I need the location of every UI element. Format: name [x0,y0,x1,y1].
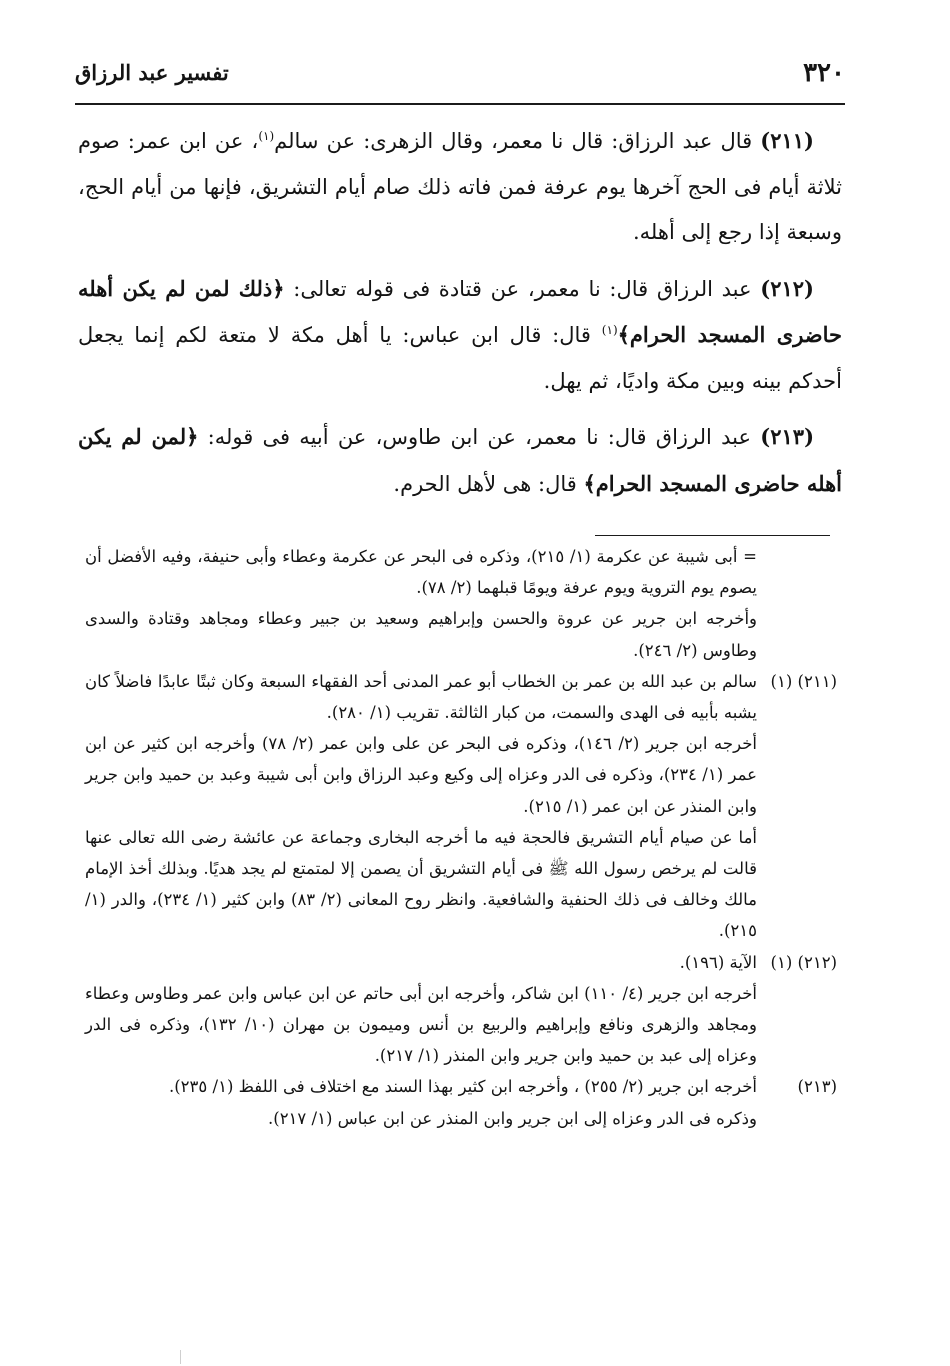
footnote-continuation [85,541,837,666]
footnote-marker: (١) [258,129,275,143]
footnote-paragraph: وأخرجه ابن جرير عن عروة والحسن وإبراهيم وسعيد بن جبير وعطاء ومجاهد وقتادة والسدى وطاوس (٢/ ٢٤٦). [85,609,757,660]
entry-211 [78,118,842,256]
running-title: تفسير عبد الرزاق [75,60,229,85]
scan-mark [180,1350,181,1364]
entry-213 [78,414,842,507]
footnote-212 [85,947,837,1072]
entry-text: ، عن ابن عمر: صوم ثلاثة أيام فى الحج آخرها يوم عرفة فمن فاته ذلك صام أيام التشريق، فإنها من أيام الحج، وسبعة إذا رجع إلى أهله. [78,129,842,244]
footnote-paragraph: أما عن صيام أيام التشريق فالحجة فيه ما أخرجه البخارى وجماعة عن عائشة رضى الله تعالى عنها قالت لم يرخص رسول الله ﷺ فى أيام التشريق أن يصمن إلا لمتمتع لم يجد هديًا. وبذلك أخذ الإمام مالك وخالف فى ذلك الحنفية والشافعية. وانظر روح المعانى (٢/ ٨٣) وابن كثير (١/ ٢٣٤)، والدر (١/ ٢١٥). [85,827,757,941]
footnote-label: (٢١١) (١) [770,671,837,691]
footnote-paragraph: الآية (١٩٦). [679,952,757,972]
footnote-label: (٢١٢) (١) [770,952,837,972]
footnote-paragraph: = أبى شيبة عن عكرمة (١/ ٢١٥)، وذكره فى البحر عن عكرمة وعطاء وأبى حنيفة، وفيه الأفضل أن يصوم يوم التروية ويوم عرفة ويومًا قبلهما (٢/ ٧٨). [85,547,757,598]
entry-text: قال عبد الرزاق: قال نا معمر، وقال الزهرى: عن سالم [274,129,753,153]
footnote-paragraph: أخرجه ابن جرير (٢/ ٢٥٥) ، وأخرجه ابن كثير بهذا السند مع اختلاف فى اللفظ (١/ ٢٣٥). [168,1077,757,1097]
footnote-body [85,1071,837,1133]
entry-212 [78,266,842,405]
entry-number: (٢١١) [760,128,814,153]
entry-text: قال: هى لأهل الحرم. [393,471,577,496]
footnote-213 [85,1071,837,1133]
entry-number: (٢١٢) [760,275,814,301]
quran-quote: ﴿ذلك لمن لم يكن أهله حاضرى المسجد الحرام﴾ [78,275,842,347]
footnote-211 [85,666,837,947]
entry-text: قال: قال ابن عباس: يا أهل مكة لا متعة لكم إنما يجعل أحدكم بينه وبين مكة واديًا، ثم يهل. [78,323,842,393]
footnote-paragraph: أخرجه ابن جرير (٢/ ١٤٦)، وذكره فى البحر عن على وابن عمر (٢/ ٧٨) وأخرجه ابن كثير عن ابن عمر (١/ ٢٣٤)، وذكره فى الدر وعزاه إلى وكيع وعبد الرزاق وابن أبى شيبة وعبد بن حميد وابن جرير وابن المنذر عن ابن عمر (١/ ٢١٥). [85,734,757,816]
footnotes [85,541,837,1134]
main-text [78,118,842,517]
page-header [75,55,845,95]
footnote-label: (٢١٣) [797,1077,837,1097]
entry-text: عبد الرزاق قال: نا معمر، عن قتادة فى قوله تعالى: [293,276,752,301]
footnote-body [85,947,837,1072]
footnote-paragraph: أخرجه ابن جرير (٤/ ١١٠) ابن شاكر، وأخرجه ابن أبى حاتم عن ابن عباس وابن عمر وطاوس وعطاء ومجاهد والزهرى ونافع وإبراهيم والربيع بن أنس وميمون بن مهران (١٠/ ١٣٢)، وذكره فى الدر وعزاه إلى عبد بن حميد وابن جرير وابن المنذر (١/ ٢١٧). [85,983,757,1066]
footnote-paragraph: وذكره فى الدر وعزاه إلى ابن جرير وابن المنذر عن ابن عباس (١/ ٢١٧). [268,1108,757,1128]
entry-text: عبد الرزاق قال: نا معمر، عن ابن طاوس، عن أبيه فى قوله: [207,425,752,449]
footnote-paragraph: سالم بن عبد الله بن عمر بن الخطاب أبو عمر المدنى أحد الفقهاء السبعة وكان ثبتًا عابدًا فاضلاً كان يشبه بأبيه فى الهدى والسمت، من كبار الثالثة. تقريب (١/ ٢٨٠). [85,671,757,723]
page-number: ٣٢٠ [803,58,845,88]
entry-number: (٢١٣) [760,424,814,449]
footnote-body [85,666,837,947]
footnote-rule [595,535,830,536]
header-rule [75,103,845,105]
footnote-marker: (١) [601,323,618,337]
quran-quote: ﴿لمن لم يكن أهله حاضرى المسجد الحرام﴾ [78,424,842,496]
